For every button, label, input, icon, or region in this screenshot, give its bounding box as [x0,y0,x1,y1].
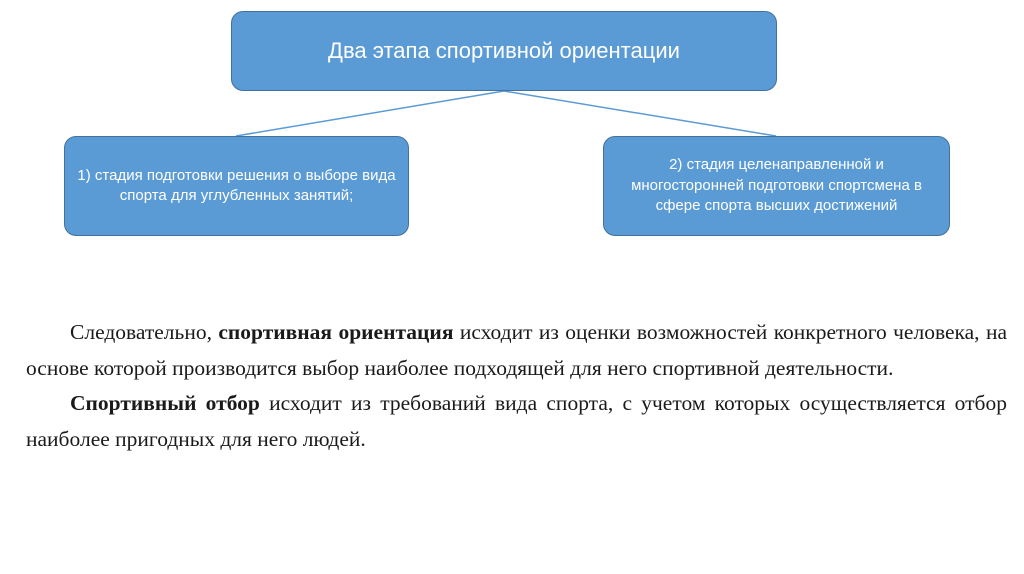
paragraph-orientation [26,315,1007,386]
stage-1-text: 1) стадия подготовки решения о выборе вида спорта для углубленных занятий; [77,166,396,204]
p2-rest: исходит из требований вида спорта, с учетом которых осуществляется отбор наиболее пригодных для него людей. [26,391,1007,451]
stage-2-box [603,136,950,236]
p1-lead: Следовательно, [70,320,219,344]
diagram-title-box [231,11,777,91]
stage-2-text: 2) стадия целенаправленной и многосторонней подготовки спортсмена в сфере спорта высших достижений [631,155,922,215]
diagram-title: Два этапа спортивной ориентации [328,38,680,63]
stage-1-box [64,136,409,236]
connector-to-stage-2 [504,91,776,136]
term-sport-selection: Спортивный отбор [70,391,260,415]
p1-rest: исходит из оценки возможностей конкретного человека, на основе которой производится выбор наиболее подходящей для него спортивной деятельности. [26,320,1007,380]
body-text [26,315,1007,457]
paragraph-selection [26,386,1007,457]
term-sport-orientation: спортивная ориентация [218,320,454,344]
connector-to-stage-1 [236,91,504,136]
